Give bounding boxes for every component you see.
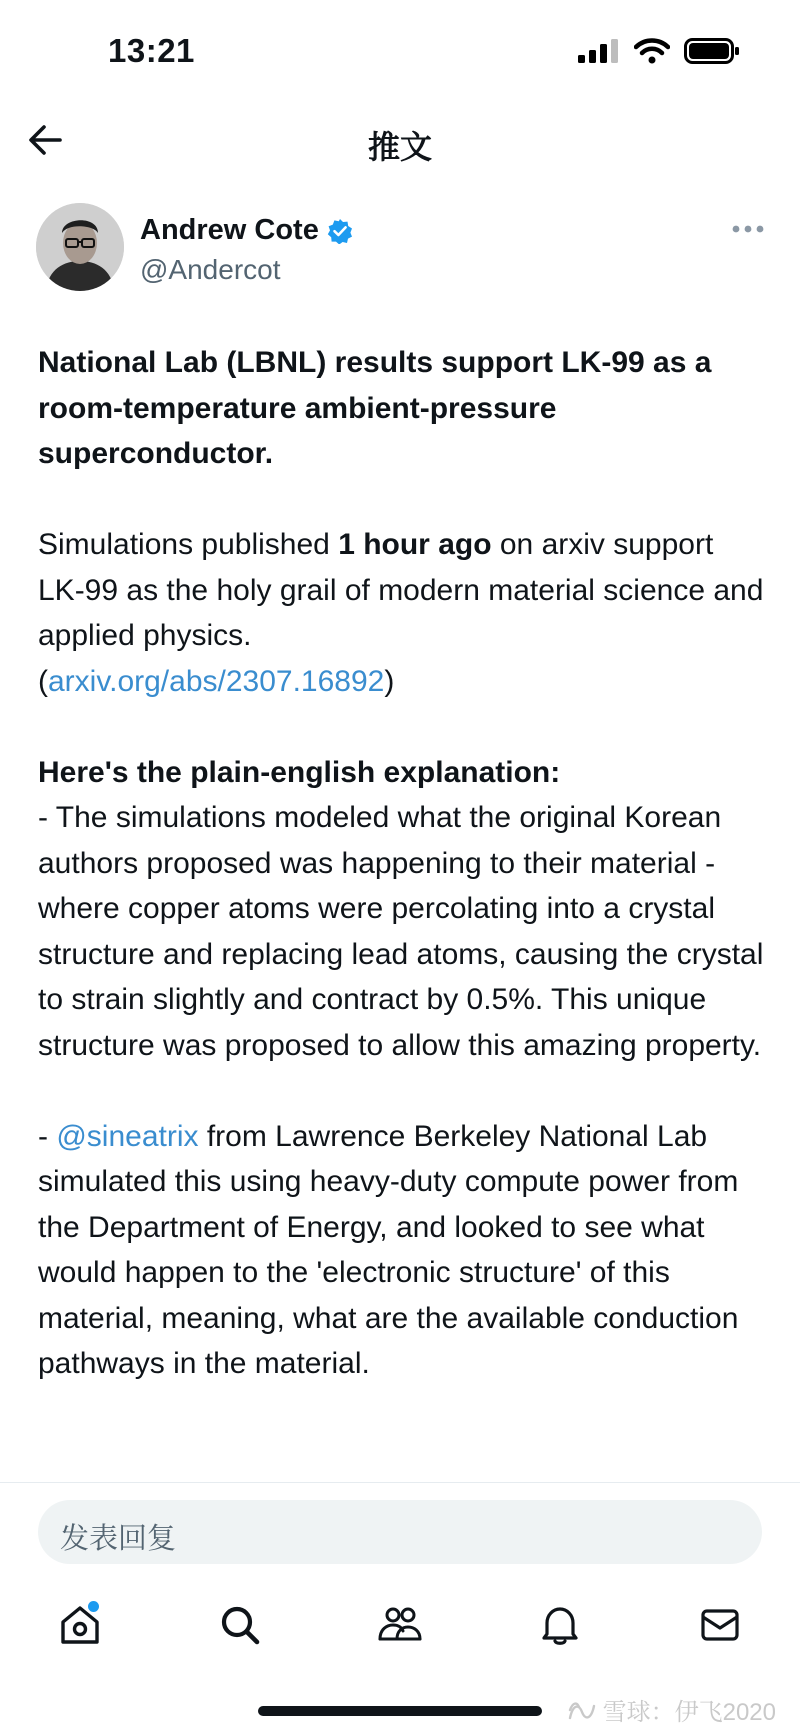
battery-icon xyxy=(684,38,740,64)
status-icons xyxy=(578,38,740,64)
tab-search[interactable] xyxy=(210,1595,270,1655)
more-dots-icon xyxy=(730,221,766,237)
bottom-tab-bar xyxy=(0,1585,800,1665)
wifi-icon xyxy=(634,38,670,64)
page-title: 推文 xyxy=(367,129,432,165)
avatar-image xyxy=(36,203,124,291)
mail-icon xyxy=(698,1603,742,1647)
avatar[interactable] xyxy=(36,203,124,291)
reply-input[interactable] xyxy=(38,1500,762,1564)
search-icon xyxy=(218,1603,262,1647)
mention-link[interactable]: @sineatrix xyxy=(56,1119,199,1153)
notification-dot xyxy=(88,1601,99,1612)
tab-notifications[interactable] xyxy=(530,1595,590,1655)
tweet-author xyxy=(36,203,766,293)
home-indicator[interactable] xyxy=(258,1706,542,1716)
communities-icon xyxy=(377,1603,423,1647)
reply-placeholder: 发表回复 xyxy=(60,1523,177,1555)
status-time: 13:21 xyxy=(108,32,195,69)
tweet-paragraph-3: - @sineatrix from Lawrence Berkeley National Lab simulated this using heavy-duty compute power from the Department of Energy, and looked to see what would happen to the 'electronic structure' of this material, meaning, what are the available conduction pathways in the material. xyxy=(38,1119,739,1380)
watermark-text: 雪球：伊飞2020 xyxy=(602,1699,776,1726)
tab-messages[interactable] xyxy=(690,1595,750,1655)
tweet-paragraph-2: Here's the plain-english explanation: - The simulations modeled what the original Korean authors proposed was happening to their material - where copper atoms were percolating into a crystal structure and replacing lead atoms, causing the crystal to strain slightly and contract by 0.5%. This unique structure was proposed to allow this amazing property. xyxy=(38,755,764,1062)
tab-communities[interactable] xyxy=(370,1595,430,1655)
watermark xyxy=(567,1692,776,1727)
divider xyxy=(0,1482,800,1483)
tweet-paragraph-1: Simulations published 1 hour ago on arxiv support LK-99 as the holy grail of modern material science and applied physics. (arxiv.org/abs/2307.16892) xyxy=(38,528,764,698)
more-options-button[interactable] xyxy=(730,221,766,237)
status-bar xyxy=(0,0,800,100)
xueqiu-logo-icon xyxy=(567,1698,597,1722)
explanation-heading: Here's the plain-english explanation: xyxy=(38,755,561,789)
tweet-text xyxy=(38,340,768,1387)
author-handle[interactable]: @Andercot xyxy=(140,254,281,285)
tab-home[interactable] xyxy=(50,1595,110,1655)
bell-icon xyxy=(538,1603,582,1647)
cellular-signal-icon xyxy=(578,39,620,63)
tweet-headline: National Lab (LBNL) results support LK-99 as a room-temperature ambient-pressure superconductor. xyxy=(38,346,712,470)
arxiv-link[interactable]: arxiv.org/abs/2307.16892 xyxy=(48,664,385,698)
verified-badge-icon xyxy=(327,218,353,244)
author-name[interactable] xyxy=(140,214,353,247)
author-name-text: Andrew Cote xyxy=(140,214,319,246)
top-nav-bar xyxy=(0,100,800,180)
